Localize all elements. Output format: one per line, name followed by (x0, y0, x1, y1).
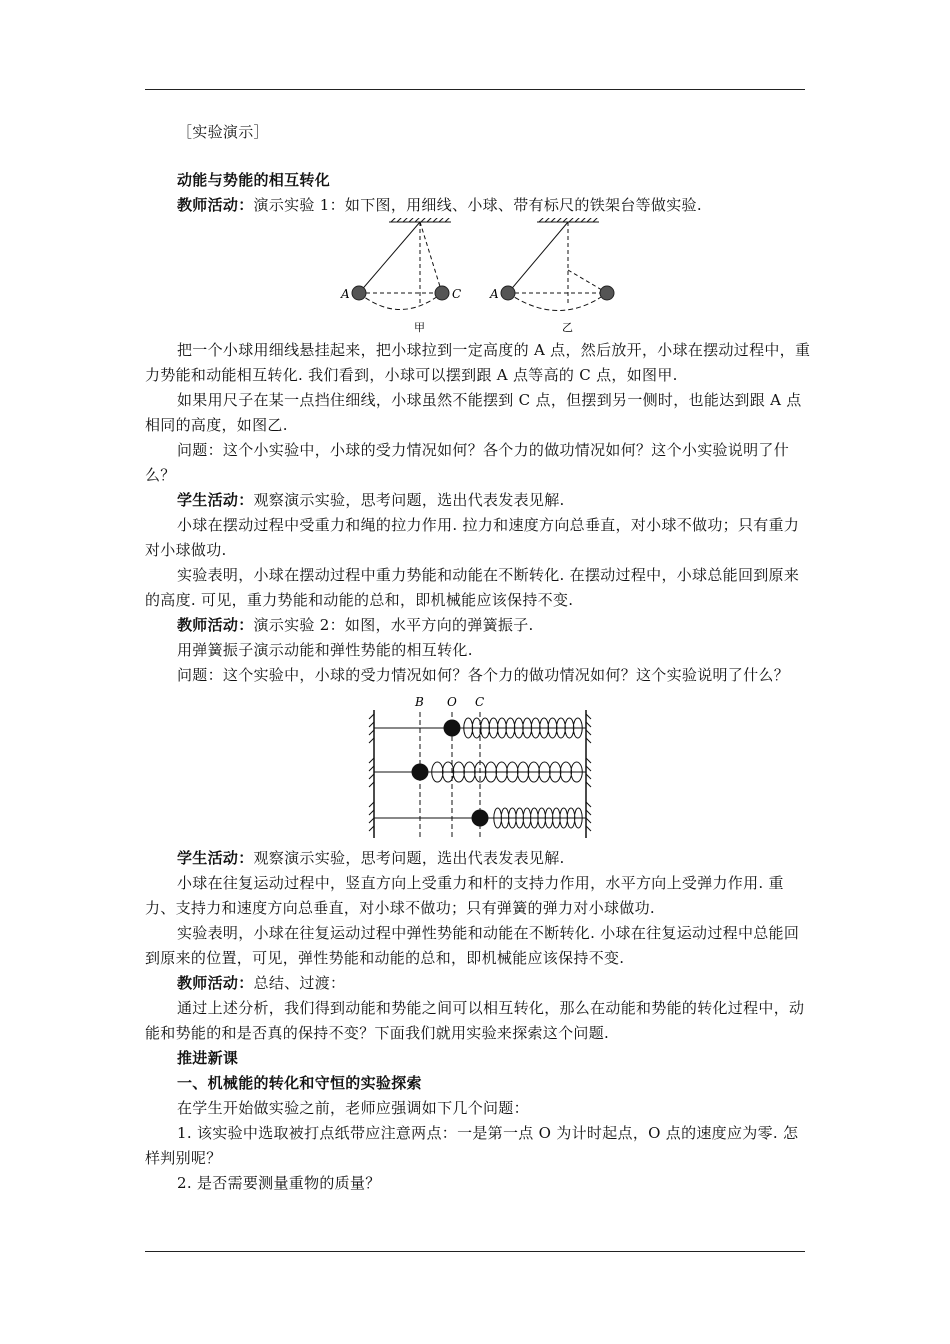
arc-left (359, 293, 442, 310)
caption-jia: 甲 (414, 321, 425, 334)
heading-experiment: 一、机械能的转化和守恒的实验探索 (177, 1074, 422, 1092)
ball-a-right (501, 286, 515, 300)
ceiling-hatch-left (391, 218, 450, 222)
footer-rule (145, 1251, 805, 1252)
arc-right (508, 293, 607, 311)
caption-yi: 乙 (562, 321, 573, 334)
teacher-activity-2: 教师活动：演示实验 2：如图，水平方向的弹簧振子. (177, 616, 534, 634)
paragraph-7: 问题：这个实验中，小球的受力情况如何？各个力的做功情况如何？这个实验说明了什么？ (177, 666, 790, 684)
document-body (145, 120, 813, 1196)
paragraph-4: 小球在摆动过程中受重力和绳的拉力作用. 拉力和速度方向总垂直，对小球不做功；只有重力对小球做功. (145, 516, 800, 559)
paragraph-13: 2. 是否需要测量重物的质量？ (177, 1174, 381, 1192)
student-label: 学生活动： (177, 849, 254, 867)
student-label: 学生活动： (177, 491, 254, 509)
ceiling-hatch-right (539, 218, 598, 222)
heading-kinetic-potential: 动能与势能的相互转化 (177, 171, 331, 189)
string-dashed-c (420, 222, 442, 293)
paragraph-8: 小球在往复运动过程中，竖直方向上受重力和杆的支持力作用，水平方向上受弹力作用. 重力、支持力和速度方向总垂直，对小球不做功；只有弹簧的弹力对小球做功. (145, 874, 784, 917)
paragraph-11: 在学生开始做实验之前，老师应强调如下几个问题： (177, 1099, 529, 1117)
ball-a-left (352, 286, 366, 300)
label-a-left: A (341, 287, 350, 301)
paragraph-5: 实验表明，小球在摆动过程中重力势能和动能在不断转化. 在摆动过程中，小球总能回到原来的高度. 可见，重力势能和动能的总和，即机械能应该保持不变. (145, 566, 800, 609)
ball-c-left (435, 286, 449, 300)
ball-right-end (600, 286, 614, 300)
teacher-activity-1: 教师活动：演示实验 1：如下图，用细线、小球、带有标尺的铁架台等做实验. (177, 196, 702, 214)
label-o: O (447, 695, 457, 709)
section-bracket: ［实验演示］ (177, 123, 269, 141)
ball-at-b (412, 764, 429, 781)
label-a-right: A (490, 287, 499, 301)
teacher-label: 教师活动： (177, 974, 254, 992)
label-c-left: C (452, 287, 462, 301)
ball-at-c (472, 810, 489, 827)
pendulum-figure (319, 218, 639, 338)
teacher-label: 教师活动： (177, 616, 254, 634)
header-rule (145, 89, 805, 90)
label-b: B (415, 695, 424, 709)
teacher-activity-3: 教师活动：总结、过渡： (177, 974, 346, 992)
paragraph-1: 把一个小球用细线悬挂起来，把小球拉到一定高度的 A 点，然后放开，小球在摆动过程中，重力势能和动能相互转化. 我们看到，小球可以摆到跟 A 点等高的 C 点，如图甲. (145, 341, 811, 384)
paragraph-2: 如果用尺子在某一点挡住细线，小球虽然不能摆到 C 点，但摆到另一侧时，也能达到跟 A 点相同的高度，如图乙. (145, 391, 802, 434)
paragraph-10: 通过上述分析，我们得到动能和势能之间可以相互转化，那么在动能和势能的转化过程中，动能和势能的和是否真的保持不变？下面我们就用实验来探索这个问题. (145, 999, 805, 1042)
paragraph-12: 1. 该实验中选取被打点纸带应注意两点：一是第一点 O 为计时起点，O 点的速度应为零. 怎样判别呢？ (145, 1124, 799, 1167)
ball-at-o (444, 720, 461, 737)
student-activity-1: 学生活动：观察演示实验，思考问题，选出代表发表见解. (177, 491, 565, 509)
paragraph-6: 用弹簧振子演示动能和弹性势能的相互转化. (177, 641, 473, 659)
paragraph-3: 问题：这个小实验中，小球的受力情况如何？各个力的做功情况如何？这个小实验说明了什么？ (145, 441, 790, 484)
teacher-label: 教师活动： (177, 196, 254, 214)
string-right (508, 222, 568, 293)
label-c: C (475, 695, 485, 709)
heading-new-lesson: 推进新课 (177, 1049, 239, 1067)
spring-oscillator-figure (364, 692, 594, 840)
paragraph-9: 实验表明，小球在往复运动过程中弹性势能和动能在不断转化. 小球在往复运动过程中总能回到原来的位置，可见，弹性势能和动能的总和，即机械能应该保持不变. (145, 924, 800, 967)
student-activity-2: 学生活动：观察演示实验，思考问题，选出代表发表见解. (177, 849, 565, 867)
spring-top (464, 718, 582, 738)
string-left (359, 222, 420, 293)
